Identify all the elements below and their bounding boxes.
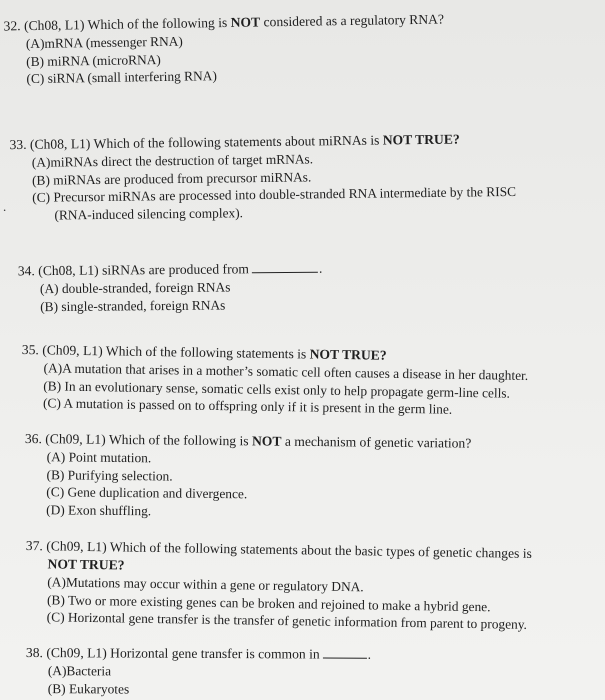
- answer-options: [21, 359, 528, 419]
- option-c: (C) siRNA (small interfering RNA): [26, 68, 217, 87]
- answer-options: [18, 278, 323, 316]
- answer-options: [26, 662, 371, 699]
- stem-period: .: [318, 260, 323, 276]
- question-number: 36.: [24, 430, 42, 447]
- stem-text: Which of the following is: [87, 14, 228, 33]
- option-c: (C) Horizontal gene transfer is the transfer of genetic information from parent to progeny.: [46, 609, 528, 632]
- stem-text-end: a mechanism of genetic variation?: [284, 433, 472, 451]
- question-stem: [26, 644, 371, 664]
- question-number: 32.: [3, 18, 21, 34]
- question-number: 35.: [21, 341, 39, 358]
- option-a: (A)miRNAs direct the destruction of target mRNAs.: [31, 151, 314, 170]
- question-tag: (Ch08, L1): [29, 136, 91, 152]
- stem-text: Which of the following statements is: [105, 343, 307, 362]
- option-b: (B) miRNAs are produced from precursor miRNAs.: [31, 168, 312, 188]
- question-number: 33.: [9, 136, 27, 153]
- option-a: (A) double-stranded, foreign RNAs: [39, 279, 231, 297]
- question-35: [21, 341, 529, 419]
- option-c: (C) A mutation is passed on to offspring only if it is present in the germ line.: [42, 395, 453, 417]
- option-b: (B) In an evolutionary sense, somatic cells exist only to help propagate germ-line cells.: [43, 377, 511, 401]
- option-c: [10, 183, 516, 224]
- question-32: [3, 11, 444, 88]
- question-tag: (Ch09, L1): [46, 645, 107, 661]
- question-tag: (Ch08, L1): [23, 17, 85, 34]
- answer-options: [10, 148, 517, 224]
- question-number: 38.: [25, 645, 43, 661]
- option-b: (B) Eukaryotes: [47, 680, 130, 697]
- answer-blank: [252, 261, 318, 274]
- option-c: (C) Gene duplication and divergence.: [46, 484, 248, 502]
- answer-blank: [323, 647, 367, 659]
- option-b: (B) miRNA (microRNA): [26, 51, 161, 69]
- answer-options: [4, 29, 445, 88]
- option-a: (A) Point mutation.: [46, 449, 152, 466]
- option-b: (B) Two or more existing genes can be broken and rejoined to make a hybrid gene.: [46, 591, 491, 614]
- stem-period: .: [367, 646, 372, 662]
- stem-text: Which of the following statements about miRNAs is: [93, 132, 380, 152]
- question-36: [24, 430, 471, 523]
- option-d: (D) Exon shuffling.: [46, 501, 152, 518]
- question-tag: (Ch09, L1): [46, 538, 107, 555]
- question-number: 37.: [25, 537, 43, 554]
- question-tag: (Ch09, L1): [45, 431, 106, 447]
- question-38: [26, 644, 371, 699]
- stem-text: Horizontal gene transfer is common in: [110, 645, 320, 662]
- option-a: (A)Bacteria: [47, 663, 112, 679]
- option-a: (A)A mutation that arises in a mother’s somatic cell often causes a disease in her daughter.: [43, 360, 529, 383]
- option-c-continuation: (RNA-induced silencing complex).: [54, 204, 244, 223]
- stem-text-end: considered as a regulatory RNA?: [263, 11, 445, 30]
- option-a: (A)mRNA (messenger RNA): [25, 33, 183, 52]
- option-b: (B) single-stranded, foreign RNAs: [40, 297, 226, 314]
- stem-emphasis: NOT TRUE?: [309, 346, 387, 363]
- stem-emphasis: NOT TRUE?: [47, 556, 125, 573]
- question-tag: (Ch08, L1): [38, 262, 99, 279]
- question-stem: [18, 260, 323, 281]
- question-34: [18, 260, 323, 316]
- stem-text: Which of the following statements about the basic types of genetic changes is: [109, 539, 532, 561]
- stem-emphasis: NOT TRUE?: [382, 131, 460, 148]
- stem-emphasis: NOT: [251, 433, 282, 449]
- margin-mark: .: [3, 199, 7, 214]
- stem-emphasis: NOT: [230, 14, 261, 30]
- option-b: (B) Purifying selection.: [46, 466, 173, 484]
- question-tag: (Ch09, L1): [42, 342, 103, 359]
- stem-text: siRNAs are produced from: [102, 261, 249, 278]
- option-a: (A)Mutations may occur within a gene or regulatory DNA.: [47, 574, 364, 595]
- stem-text: Which of the following is: [108, 431, 249, 449]
- answer-options: [25, 573, 532, 633]
- question-33: [9, 130, 516, 224]
- question-number: 34.: [17, 263, 35, 279]
- answer-options: [24, 448, 471, 523]
- question-37: [25, 537, 532, 633]
- option-c-text: (C) Precursor miRNAs are processed into double-stranded RNA intermediate by the RISC: [32, 183, 517, 205]
